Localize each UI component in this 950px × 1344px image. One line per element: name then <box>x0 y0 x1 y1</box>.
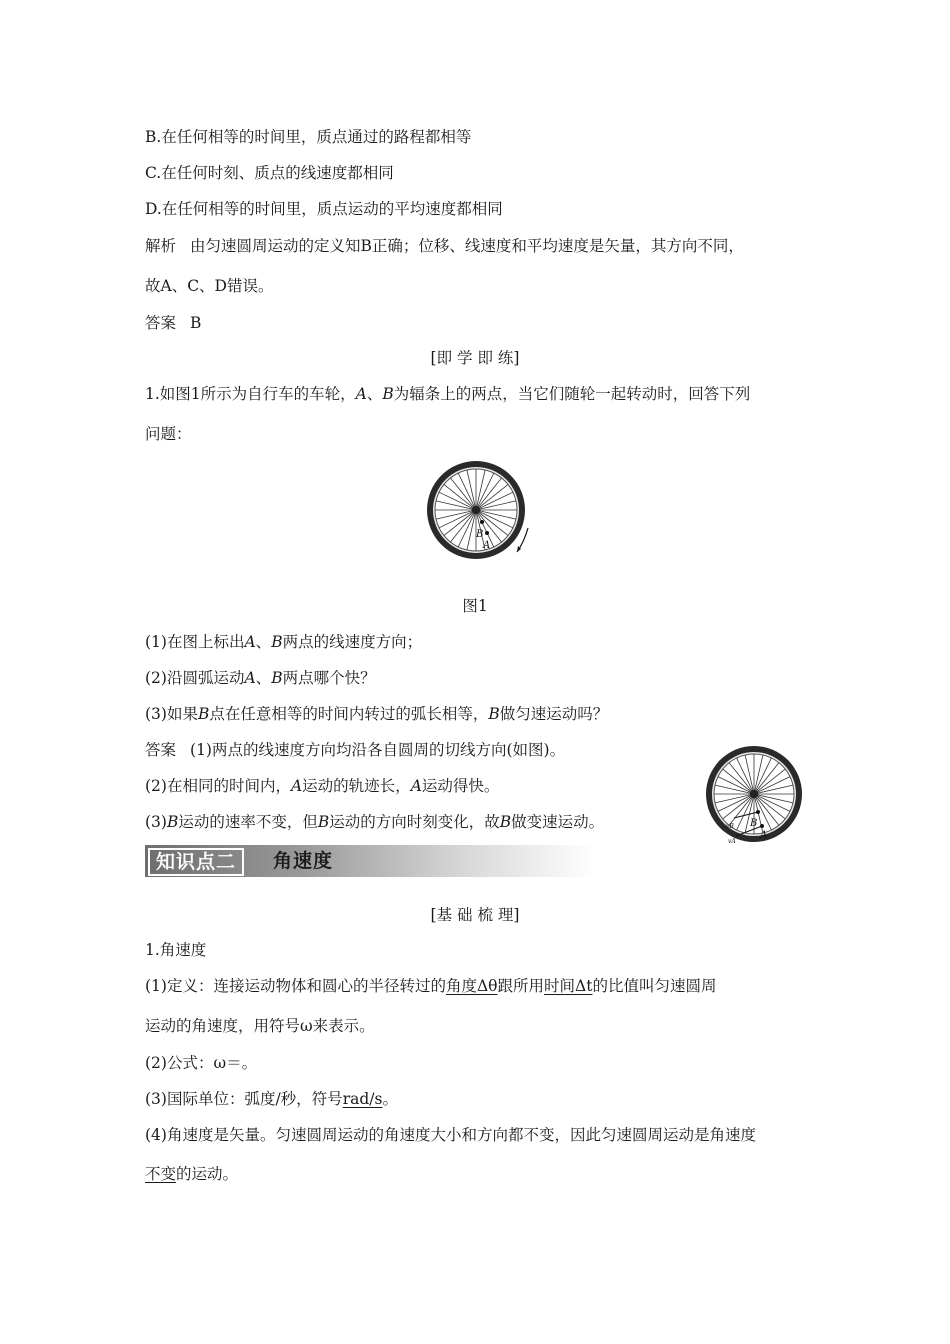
subq-2-text-a: (2)沿圆弧运动 <box>145 669 245 687</box>
subq-1-point-a: A <box>244 633 256 651</box>
subq-2-sep: 、 <box>255 669 272 687</box>
answer-label: 答案 <box>145 314 177 332</box>
answer-3-point-b: B <box>166 813 179 831</box>
figure1-caption: 图1 <box>462 597 488 615</box>
subq-3-point-b-2: B <box>488 705 500 723</box>
angular-unit <box>145 1089 398 1109</box>
section-title: 角速度 <box>273 850 334 872</box>
question1-text-a: 1.如图1所示为自行车的车轮， <box>145 385 356 403</box>
answer-2-point-a: A <box>290 777 303 795</box>
answer-value: B <box>190 314 202 332</box>
option-d: D.在任何相等的时间里，质点运动的平均速度都相同 <box>145 200 503 218</box>
subq-3-point-b: B <box>197 705 210 723</box>
answer-line <box>145 313 201 333</box>
figure2-label-b: B <box>750 818 758 829</box>
figure1-point-a <box>485 531 489 535</box>
angular-def-text-b: 跟所用 <box>497 977 545 995</box>
answers-label: 答案 <box>145 741 177 759</box>
answer-2-text-a: (2)在相同的时间内， <box>145 777 291 795</box>
figure2-wheel <box>698 744 810 848</box>
angular-def-line-2: 运动的角速度，用符号ω来表示。 <box>145 1017 375 1035</box>
answer-3-text-c: 运动的方向时刻变化，故 <box>329 813 500 831</box>
angular-def-time: 时间Δt <box>544 977 593 995</box>
subq-3-text-a: (3)如果 <box>145 705 198 723</box>
figure1-wheel <box>420 458 535 570</box>
subq-1-text-a: (1)在图上标出 <box>145 633 245 651</box>
answer-3-point-b-3: B <box>499 813 512 831</box>
section-badge: 知识点二 <box>148 848 244 876</box>
answer-2 <box>145 776 499 796</box>
question1-sep: 、 <box>366 385 383 403</box>
figure1-label-b: B <box>476 529 484 540</box>
figure2-label-a: A <box>760 830 768 841</box>
answer-3-text-a: (3) <box>145 813 167 831</box>
subq-1-point-b: B <box>271 633 283 651</box>
answer-2-text-c: 运动得快。 <box>421 777 500 795</box>
analysis-line-1 <box>145 236 744 256</box>
angular-unit-symbol: rad/s <box>342 1090 383 1108</box>
figure2-label-va: vA <box>728 838 736 845</box>
option-b: B.在任何相等的时间里，质点通过的路程都相等 <box>145 128 472 146</box>
subq-2-text-b: 两点哪个快？ <box>282 669 376 687</box>
analysis-line-2: 故A、C、D错误。 <box>145 277 274 295</box>
subq-2-point-b: B <box>271 669 283 687</box>
angular-vector-line-1: (4)角速度是矢量。匀速圆周运动的角速度大小和方向都不变，因此匀速圆周运动是角速度 <box>145 1126 756 1144</box>
angular-vector-unchanged: 不变 <box>145 1165 177 1183</box>
subq-2-point-a: A <box>244 669 256 687</box>
subq-3-text-c: 做匀速运动吗？ <box>499 705 609 723</box>
question1-line-2: 问题： <box>145 425 192 443</box>
answer-2-text-b: 运动的轨迹长， <box>302 777 411 795</box>
angular-def-angle: 角度Δθ <box>445 977 498 995</box>
answer-1-text: (1)两点的线速度方向均沿各自圆周的切线方向(如图)。 <box>190 741 566 759</box>
answer-1 <box>145 740 565 760</box>
subq-3 <box>145 704 608 724</box>
analysis-text-1: 由匀速圆周运动的定义知B正确；位移、线速度和平均速度是矢量，其方向不同， <box>190 237 744 255</box>
subq-3-text-b: 点在任意相等的时间内转过的弧长相等， <box>209 705 489 723</box>
subq-2 <box>145 668 376 688</box>
answer-3-text-d: 做变速运动。 <box>511 813 605 831</box>
figure2-label-vb: vB <box>726 823 734 830</box>
angular-vector-text: 的运动。 <box>176 1165 239 1183</box>
answer-3-text-b: 运动的速率不变，但 <box>178 813 318 831</box>
angular-def-text-a: (1)定义：连接运动物体和圆心的半径转过的 <box>145 977 446 995</box>
answer-2-point-a-2: A <box>410 777 422 795</box>
subq-1 <box>145 632 422 652</box>
angular-unit-text-b: 。 <box>382 1090 398 1108</box>
answer-3 <box>145 812 604 832</box>
angular-vector-line-2 <box>145 1164 238 1184</box>
subq-1-text-b: 两点的线速度方向； <box>282 633 423 651</box>
option-c: C.在任何时刻、质点的线速度都相同 <box>145 164 394 182</box>
analysis-label: 解析 <box>145 237 177 255</box>
point-a-label: A <box>355 385 367 403</box>
practice-header: [即 学 即 练] <box>430 349 520 367</box>
point-b-label: B <box>382 385 394 403</box>
question1-text-b: 为辐条上的两点，当它们随轮一起转动时，回答下列 <box>393 385 751 403</box>
question1-line-1 <box>145 384 750 404</box>
figure1-point-b <box>480 520 484 524</box>
angular-unit-text-a: (3)国际单位：弧度/秒，符号 <box>145 1090 343 1108</box>
angular-heading: 1.角速度 <box>145 941 207 959</box>
subq-1-sep: 、 <box>255 633 272 651</box>
figure2-hub <box>750 790 758 798</box>
basics-header: [基 础 梳 理] <box>430 906 520 924</box>
angular-def-text-c: 的比值叫匀速圆周 <box>592 977 717 995</box>
answer-3-point-b-2: B <box>317 813 330 831</box>
figure1-label-a: A <box>483 540 491 551</box>
angular-def-line-1 <box>145 976 716 996</box>
figure1-hub <box>472 506 480 514</box>
angular-formula: (2)公式：ω＝。 <box>145 1054 258 1072</box>
section-banner <box>145 845 595 877</box>
